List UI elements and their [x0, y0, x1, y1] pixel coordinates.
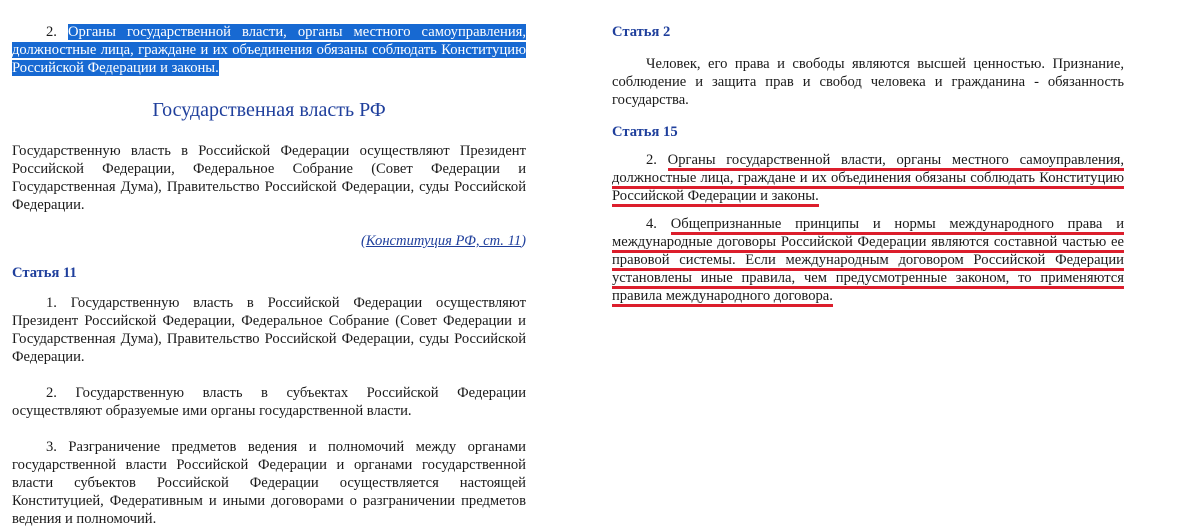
section-title: Государственная власть РФ: [152, 99, 386, 121]
citation: (Конституция РФ, ст. 11): [361, 233, 526, 249]
article-11-paragraph-1: 1. Государственную власть в Российской Федерации осуществляют Президент Российской Федерации, Федеральное Собрание (Совет Федерации и Государственная Дума), Правительство Российской Федерации, суды Российской Федерации.: [12, 295, 526, 365]
constitution-link[interactable]: Конституция РФ, ст. 11: [365, 233, 522, 249]
article-15-heading: Статья 15: [612, 124, 678, 140]
summary-paragraph: Государственную власть в Российской Федерации осуществляют Президент Российской Федерации, Федеральное Собрание (Совет Федерации и Государственная Дума), Правительство Российской Федерации, суды Российской Федерации.: [12, 143, 526, 213]
paragraph-number: 4.: [646, 216, 657, 232]
article-2-text: Человек, его права и свободы являются высшей ценностью. Признание, соблюдение и защита прав и свобод человека и гражданина - обязанность государства.: [612, 56, 1124, 108]
article-15-paragraph-2: [612, 151, 1124, 205]
left-column: [12, 23, 526, 528]
selected-text[interactable]: Органы государственной власти, органы местного самоуправления, должностные лица, граждане и их объединения обязаны соблюдать Конституцию Российской Федерации и законы.: [12, 24, 526, 76]
article-2-heading: Статья 2: [612, 24, 671, 40]
article-11-paragraph-2: 2. Государственную власть в субъектах Российской Федерации осуществляют образуемые ими органы государственной власти.: [12, 385, 526, 419]
underlined-text: Общепризнанные принципы и нормы международного права и международные договоры Российской Федерации являются составной частью ее правовой системы. Если международным договором Российской Федерации установлены иные правила, чем предусмотренные законом, то применяются правила международного договора.: [612, 216, 1124, 307]
paragraph-number: 2.: [46, 24, 57, 40]
article-11-paragraph-3: 3. Разграничение предметов ведения и полномочий между органами государственной власти Российской Федерации и органами государственной власти субъектов Российской Федерации осуществляется настоящей Конституцией, Федеративным и иными договорами о разграничении предметов ведения и полномочий.: [12, 439, 526, 527]
right-column: [612, 23, 1124, 305]
paragraph-number: 2.: [646, 152, 657, 168]
article-11-heading: Статья 11: [12, 265, 77, 281]
article-15-paragraph-4: [612, 215, 1124, 305]
selected-paragraph[interactable]: [12, 23, 526, 77]
underlined-text: Органы государственной власти, органы местного самоуправления, должностные лица, граждане и их объединения обязаны соблюдать Конституцию Российской Федерации и законы.: [612, 152, 1124, 207]
